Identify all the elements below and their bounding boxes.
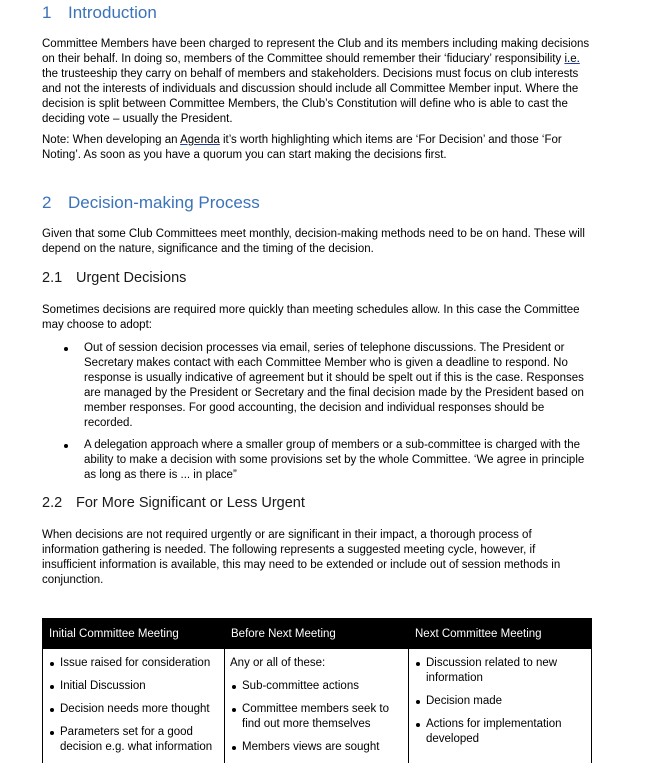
significant-intro-paragraph: When decisions are not required urgently or are significant in their impact, a thorough process of information gathering is needed. The following represents a suggested meeting cycle, however, if insufficient information is available, this may need to be extended or include out of session methods in conjunction.	[42, 528, 590, 588]
list-item: Committee members seek to find out more themselves	[230, 702, 403, 732]
list-item: Issue raised for consideration	[48, 656, 219, 671]
ie-link[interactable]: i.e.	[564, 53, 579, 65]
list-item: Initial Discussion	[48, 679, 219, 694]
agenda-link[interactable]: Agenda	[180, 134, 220, 146]
urgent-bullet-list	[42, 341, 592, 490]
urgent-intro-paragraph: Sometimes decisions are required more quickly than meeting schedules allow. In this case the Committee may choose to adopt:	[42, 303, 590, 333]
heading-urgent-decisions: 2.1 Urgent Decisions	[42, 270, 186, 286]
table-cell-before-next-meeting	[225, 649, 409, 763]
note-paragraph: Note: When developing an Agenda it’s worth highlighting which items are ‘For Decision’ and those ‘For Noting’. As soon as you have a quorum you can start making the decisions first.	[42, 133, 590, 163]
table-header: Initial Committee Meeting	[43, 619, 225, 649]
table-header: Next Committee Meeting	[409, 619, 592, 649]
list-item: Out of session decision processes via email, series of telephone discussions. The President or Secretary makes contact with each Committee Member who is given a deadline to respond. No response is usually indicative of agreement but it should be spelt out if this is the case. Responses are managed by the President or Secretary and the final decision made by the President based on member responses. For good accounting, the decision and individual responses should be recorded.	[42, 341, 592, 431]
heading-significant-decisions: 2.2 For More Significant or Less Urgent	[42, 495, 305, 511]
list-item: Sub-committee actions	[230, 679, 403, 694]
decision-intro-paragraph: Given that some Club Committees meet monthly, decision-making methods need to be on hand. These will depend on the nature, significance and the timing of the decision.	[42, 227, 590, 257]
list-item: Members views are sought	[230, 740, 403, 755]
meeting-cycle-table	[42, 618, 592, 763]
list-item: Parameters set for a good decision e.g. what information	[48, 725, 219, 755]
heading-introduction: 1 Introduction	[42, 3, 157, 23]
list-item: Discussion related to new information	[414, 656, 586, 686]
list-item: A delegation approach where a smaller group of members or a sub-committee is charged with the ability to make a decision with some provisions set by the whole Committee. ‘We agree in principle as long as there is ... in place”	[42, 438, 592, 483]
cell-intro-text: Any or all of these:	[230, 656, 403, 671]
list-item: Actions for implementation developed	[414, 717, 586, 747]
table-cell-next-meeting	[409, 649, 592, 763]
intro-paragraph: Committee Members have been charged to represent the Club and its members including making decisions on their behalf. In doing so, members of the Committee should remember their ‘fiduciary’ responsibility i.e. the trusteeship they carry on behalf of members and stakeholders. Decisions must focus on club interests and not the interests of individuals and discussion should include all Committee Member input. Where the decision is split between Committee Members, the Club’s Constitution will define who is able to cast the deciding vote – usually the President.	[42, 37, 590, 127]
table-header: Before Next Meeting	[225, 619, 409, 649]
heading-decision-making-process: 2 Decision-making Process	[42, 193, 260, 213]
list-item: Decision made	[414, 694, 586, 709]
list-item: Decision needs more thought	[48, 702, 219, 717]
table-cell-initial-meeting	[43, 649, 225, 763]
